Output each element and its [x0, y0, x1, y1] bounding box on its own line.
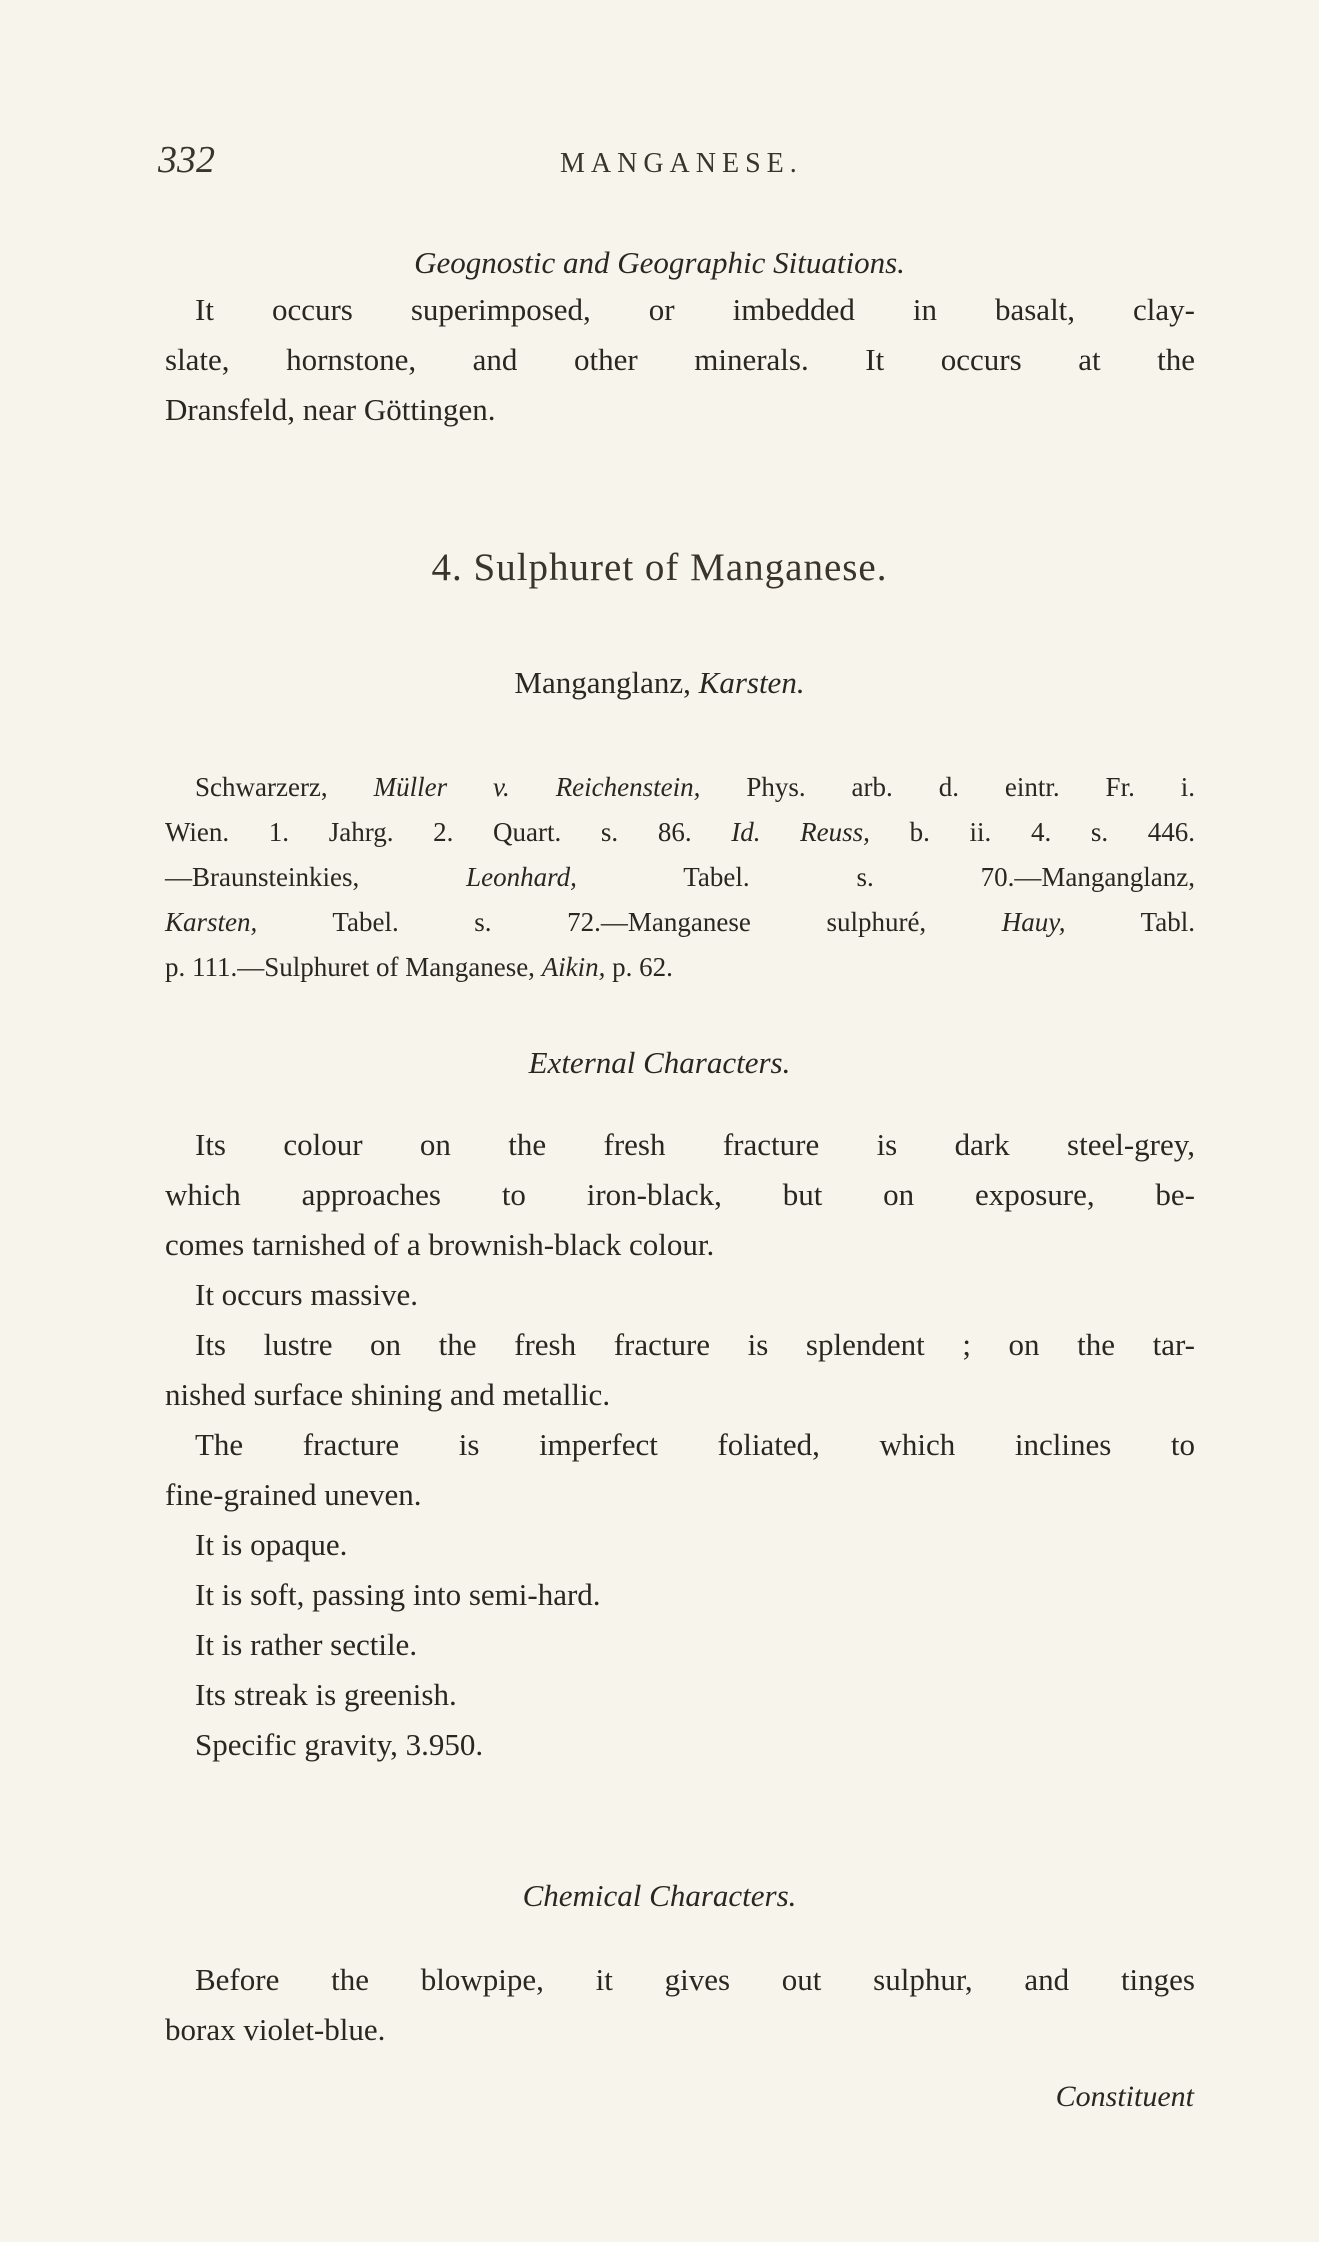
species-synonym — [0, 665, 1319, 701]
synonymy-fragment: Id. Reuss, — [731, 817, 870, 847]
text-line: Its lustre on the fresh fracture is splendent ; on the tar- — [195, 1327, 1195, 1362]
text-line: It is rather sectile. — [195, 1627, 418, 1662]
running-title: MANGANESE. — [560, 148, 803, 179]
synonymy-fragment: Tabel. s. 72.—Manganese sulphuré, — [332, 907, 927, 937]
synonym-name: Manganglanz, — [514, 665, 691, 700]
synonymy-fragment: —Braunsteinkies, — [165, 862, 360, 892]
synonymy-fragment: Wien. 1. Jahrg. 2. Quart. s. 86. — [165, 817, 692, 847]
section-body-chemical — [165, 1955, 1195, 2055]
synonymy-line — [165, 765, 1195, 810]
text-line: The fracture is imperfect foliated, which inclines to — [195, 1427, 1195, 1462]
synonymy-fragment: Tabel. s. 70.—Manganglanz, — [683, 862, 1196, 892]
synonymy-line — [165, 900, 1195, 945]
text-line: It is opaque. — [195, 1527, 348, 1562]
text-line: which approaches to iron-black, but on exposure, be- — [165, 1177, 1195, 1212]
synonymy-fragment: Aikin, — [541, 952, 606, 982]
synonymy-line — [165, 945, 1195, 990]
text-line: Its streak is greenish. — [195, 1677, 457, 1712]
text-line: Its colour on the fresh fracture is dark steel-grey, — [195, 1127, 1195, 1162]
catchword: Constituent — [1055, 2080, 1194, 2113]
text-line: fine-grained uneven. — [165, 1477, 422, 1512]
text-line: Specific gravity, 3.950. — [195, 1727, 484, 1762]
section-heading-chemical: Chemical Characters. — [522, 1878, 797, 1913]
synonymy-fragment: Schwarzerz, — [195, 772, 328, 802]
text-line: comes tarnished of a brownish-black colour. — [165, 1227, 715, 1262]
text-line: borax violet-blue. — [165, 2012, 386, 2047]
synonymy-fragment: Müller v. Reichenstein, — [373, 772, 701, 802]
section-heading-geognostic: Geognostic and Geographic Situations. — [414, 245, 905, 280]
synonymy-fragment: Karsten, — [165, 907, 258, 937]
synonymy-block — [165, 765, 1195, 990]
synonymy-fragment: b. ii. 4. s. 446. — [909, 817, 1196, 847]
text-line: Before the blowpipe, it gives out sulphur, and tinges — [195, 1962, 1195, 1997]
text-line: nished surface shining and metallic. — [165, 1377, 611, 1412]
text-line: slate, hornstone, and other minerals. It occurs at the — [165, 342, 1195, 377]
synonym-author: Karsten. — [698, 665, 805, 700]
synonymy-fragment: Phys. arb. d. eintr. Fr. i. — [746, 772, 1196, 802]
synonymy-fragment: p. 111.—Sulphuret of Manganese, — [165, 952, 535, 982]
synonymy-line — [165, 810, 1195, 855]
synonymy-line — [165, 855, 1195, 900]
section-body-geognostic — [165, 285, 1195, 435]
synonymy-fragment: Hauy, — [1001, 907, 1066, 937]
species-title: 4. Sulphuret of Manganese. — [431, 546, 888, 589]
text-line: It occurs massive. — [195, 1277, 418, 1312]
text-line: Dransfeld, near Göttingen. — [165, 392, 496, 427]
section-body-external — [165, 1120, 1195, 1770]
section-heading-external: External Characters. — [528, 1045, 791, 1080]
synonymy-fragment: Leonhard, — [466, 862, 577, 892]
text-line: It occurs superimposed, or imbedded in basalt, clay- — [195, 292, 1195, 327]
page-number: 332 — [158, 139, 215, 181]
synonymy-fragment: p. 62. — [612, 952, 673, 982]
synonymy-fragment: Tabl. — [1140, 907, 1195, 937]
text-line: It is soft, passing into semi-hard. — [195, 1577, 601, 1612]
